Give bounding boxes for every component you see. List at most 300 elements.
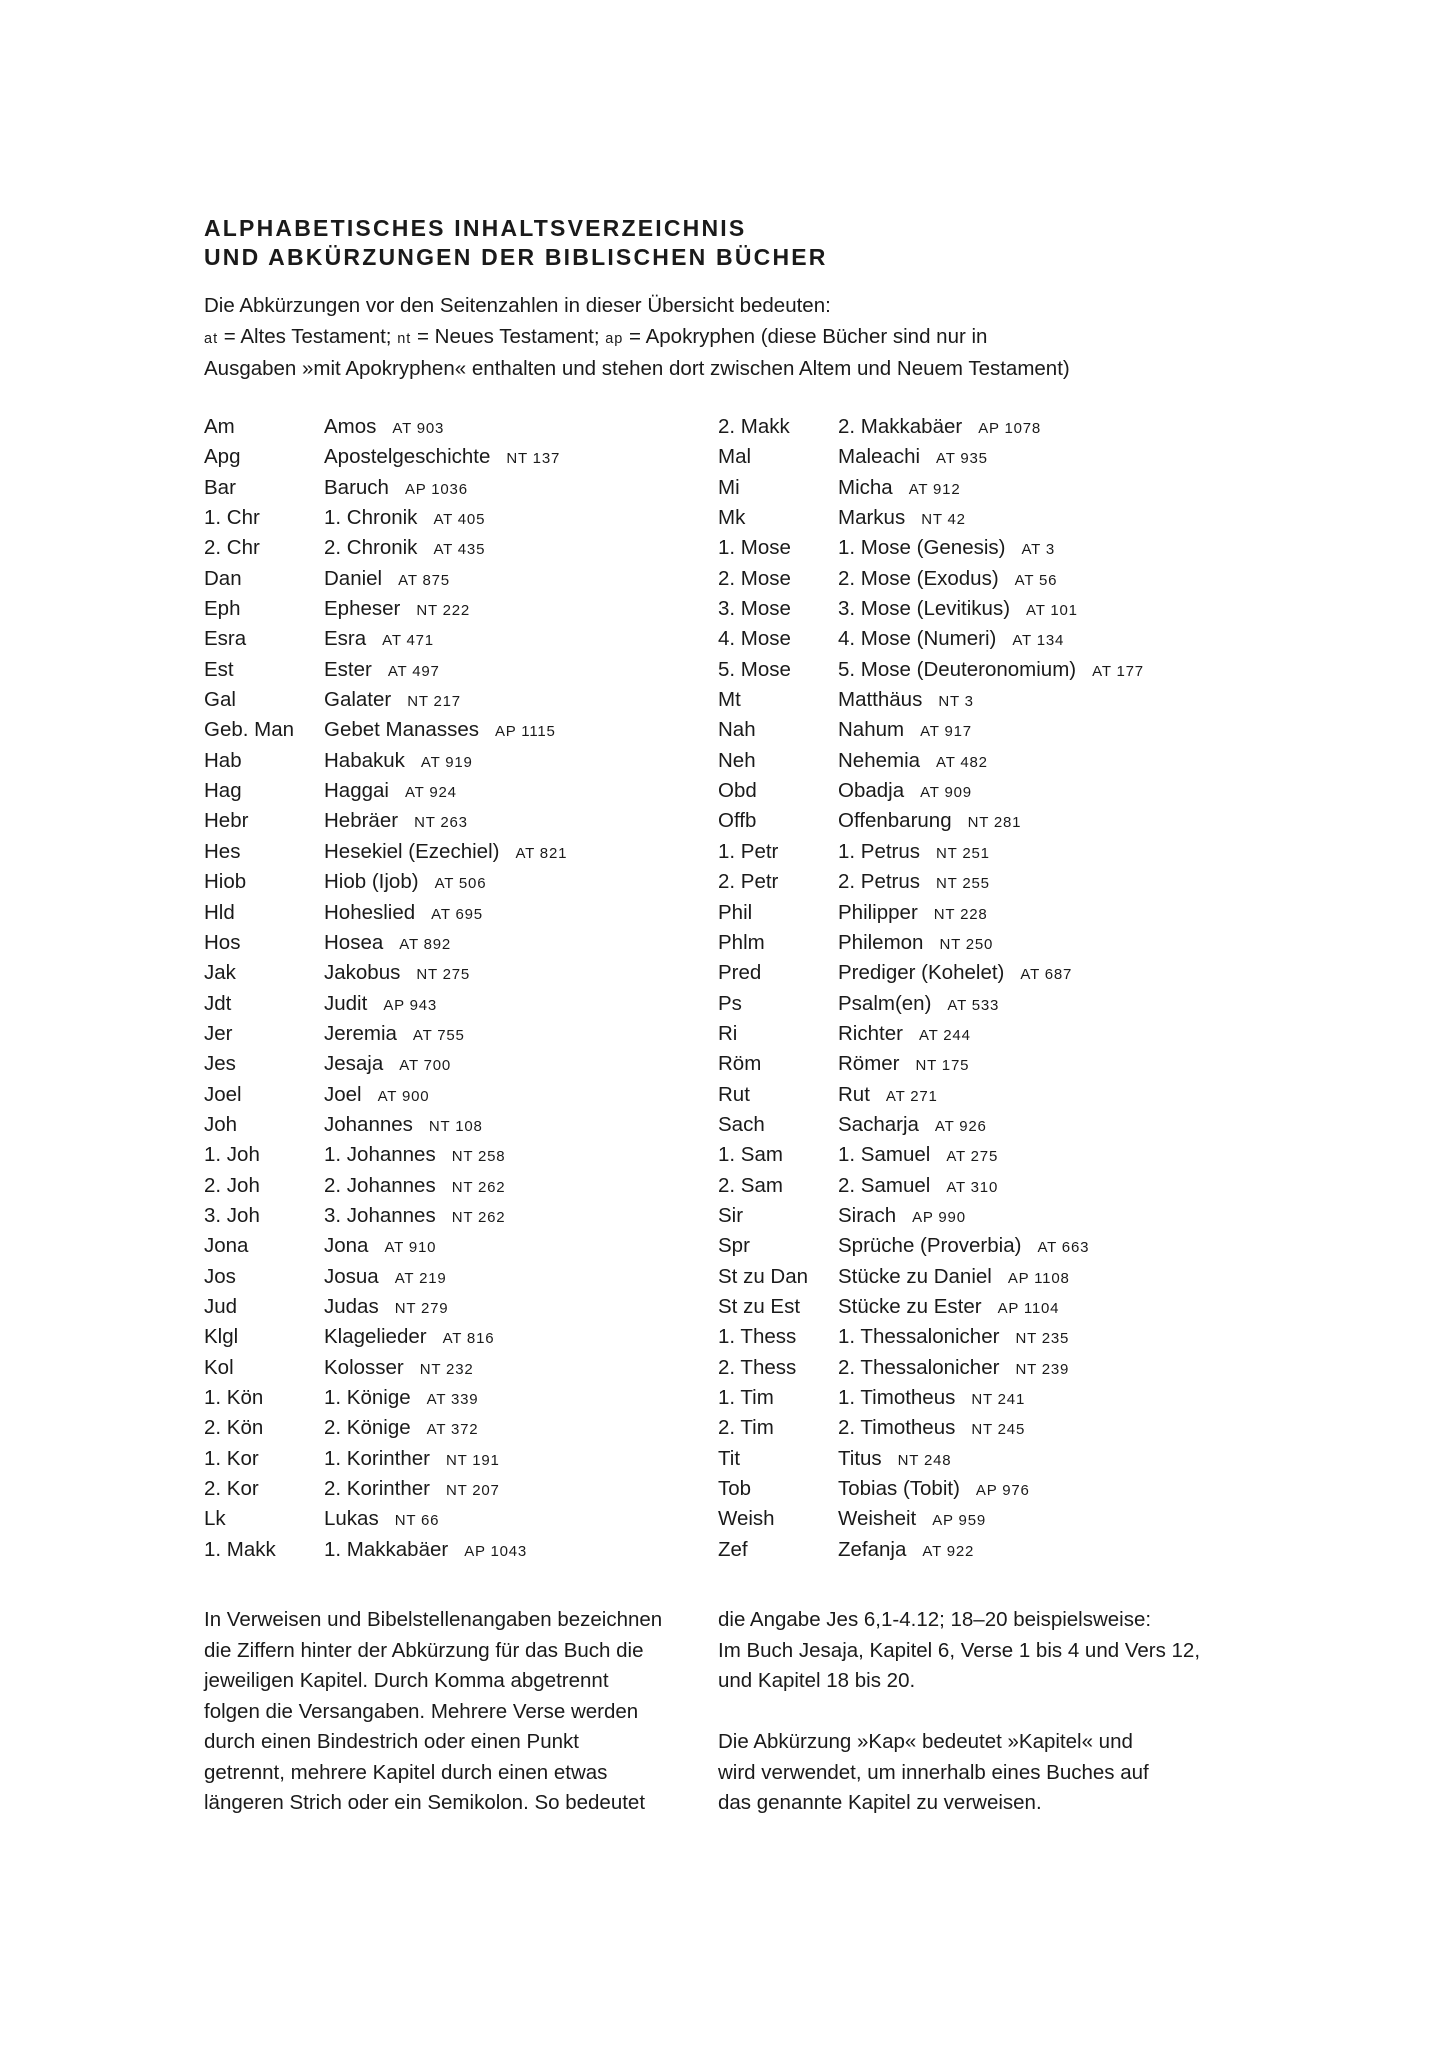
book-name: Epheser	[324, 597, 401, 621]
book-name: 2. Thessalonicher	[838, 1355, 1000, 1379]
book-name-cell	[838, 867, 990, 899]
book-name: Judit	[324, 991, 368, 1015]
book-name-cell	[324, 1019, 465, 1051]
book-abbreviation: Klgl	[204, 1325, 239, 1349]
page-reference: NT 232	[419, 1360, 474, 1378]
book-name: 2. Könige	[324, 1416, 411, 1440]
book-abbreviation: Offb	[718, 809, 757, 833]
book-name: Nehemia	[838, 748, 921, 772]
book-abbreviation: 2. Makk	[718, 415, 790, 438]
book-name-cell	[324, 624, 434, 656]
book-name-cell	[838, 989, 999, 1021]
book-name: Philemon	[838, 930, 924, 954]
page-reference: AT 821	[515, 844, 568, 862]
footnote-line: das genannte Kapitel zu verweisen.	[718, 1791, 1042, 1814]
book-name: Maleachi	[838, 445, 921, 469]
page-reference: AT 875	[398, 571, 450, 589]
book-abbreviation: 2. Kön	[204, 1416, 264, 1440]
book-name: Baruch	[324, 475, 389, 499]
book-name: Sirach	[838, 1203, 897, 1227]
footnote-line: jeweiligen Kapitel. Durch Komma abgetrennt	[204, 1669, 609, 1692]
book-name-cell	[324, 1140, 505, 1172]
intro-text	[204, 291, 1224, 385]
book-name-cell	[838, 412, 1041, 444]
page-reference: NT 108	[428, 1117, 483, 1135]
footnote-line: getrennt, mehrere Kapitel durch einen etwas	[204, 1760, 608, 1784]
book-name-cell	[838, 1140, 998, 1172]
page-reference: AT 177	[1092, 662, 1144, 680]
page-reference: NT 258	[451, 1148, 506, 1166]
book-name: 1. Chronik	[324, 506, 418, 530]
book-name-cell	[324, 1322, 494, 1354]
book-abbreviation: 1. Kor	[204, 1446, 259, 1470]
page-reference: AT 935	[936, 450, 988, 468]
book-abbreviation: Joel	[204, 1082, 242, 1106]
book-name-cell	[838, 1110, 987, 1142]
abbr-ap: ap	[605, 330, 624, 347]
page-reference: AT 56	[1014, 571, 1058, 589]
book-name-cell	[838, 1019, 971, 1051]
book-abbreviation: 2. Chr	[204, 536, 260, 560]
intro-line-2b: = Neues Testament;	[411, 324, 606, 348]
intro-line-1: Die Abkürzungen vor den Seitenzahlen in dieser Übersicht bedeuten:	[204, 294, 831, 317]
book-name-cell	[838, 1504, 986, 1536]
book-name-cell	[838, 837, 990, 869]
footnote-line: In Verweisen und Bibelstellenangaben bezeichnen	[204, 1608, 663, 1631]
book-abbreviation: Ri	[718, 1021, 738, 1045]
page-reference: AT 912	[908, 480, 961, 498]
book-name-cell	[838, 1292, 1059, 1324]
page-reference: NT 245	[971, 1421, 1026, 1439]
page-reference: AT 687	[1020, 966, 1073, 984]
book-name-cell	[324, 412, 444, 444]
book-abbreviation: Am	[204, 415, 235, 438]
book-abbreviation: Sach	[718, 1112, 765, 1136]
book-name-cell	[324, 806, 468, 838]
book-name-cell	[838, 533, 1055, 565]
book-abbreviation: St zu Dan	[718, 1264, 809, 1288]
book-abbreviation: 1. Kön	[204, 1386, 264, 1409]
book-name-cell	[838, 624, 1064, 656]
book-abbreviation: 1. Joh	[204, 1143, 260, 1167]
book-abbreviation: Phil	[718, 900, 753, 924]
book-name: Daniel	[324, 566, 383, 590]
book-abbreviation: 5. Mose	[718, 657, 791, 681]
book-name-cell	[838, 564, 1057, 596]
book-name: Weisheit	[838, 1507, 917, 1531]
page-reference: NT 251	[936, 844, 990, 862]
footnote-line: und Kapitel 18 bis 20.	[718, 1669, 916, 1692]
book-name: Habakuk	[324, 748, 405, 772]
book-abbreviation: Hag	[204, 779, 242, 803]
book-name: Matthäus	[838, 688, 923, 712]
page-reference: AT 244	[918, 1026, 971, 1044]
book-name-cell	[324, 958, 470, 990]
page-reference: AT 900	[377, 1087, 430, 1105]
page-reference: NT 235	[1015, 1330, 1070, 1348]
book-abbreviation: Sir	[718, 1203, 744, 1227]
book-name: Ester	[324, 657, 372, 681]
book-name: 1. Könige	[324, 1386, 411, 1409]
book-name: Sprüche (Proverbia)	[838, 1234, 1022, 1258]
book-name-cell	[324, 533, 485, 565]
book-name: Zefanja	[838, 1537, 907, 1561]
page-reference: NT 281	[967, 814, 1022, 832]
book-name: Philipper	[838, 900, 918, 924]
book-abbreviation: 2. Petr	[718, 870, 779, 894]
page-reference: AT 924	[404, 784, 457, 802]
book-name: 2. Makkabäer	[838, 415, 963, 438]
book-abbreviation: Jud	[204, 1294, 238, 1318]
book-name: 1. Petrus	[838, 839, 921, 863]
book-name-cell	[838, 928, 993, 960]
book-abbreviation: Kol	[204, 1355, 234, 1379]
book-name-cell	[324, 1049, 451, 1081]
book-name-cell	[324, 1383, 478, 1415]
book-abbreviation: Ps	[718, 991, 742, 1015]
page-reference: AP 959	[932, 1512, 986, 1530]
book-name: 2. Timotheus	[838, 1416, 956, 1440]
book-name: Hoheslied	[324, 900, 416, 924]
book-name: 2. Johannes	[324, 1173, 436, 1197]
book-name-cell	[324, 1413, 478, 1445]
intro-line-2c: = Apokryphen (diese Bücher sind nur in	[623, 324, 988, 348]
page-reference: NT 3	[938, 693, 974, 711]
book-name-cell	[838, 1413, 1025, 1445]
book-name-cell	[838, 1231, 1089, 1263]
book-abbreviation: Hos	[204, 930, 241, 954]
book-name: Lukas	[324, 1507, 379, 1531]
book-name-cell	[838, 806, 1021, 838]
book-name: 1. Thessalonicher	[838, 1325, 1000, 1349]
page-reference: NT 263	[414, 814, 468, 832]
book-abbreviation: Tit	[718, 1446, 741, 1470]
paragraph-gap	[718, 1697, 1200, 1728]
book-abbreviation: 2. Sam	[718, 1173, 783, 1197]
page-reference: AT 134	[1012, 632, 1065, 650]
book-name-cell	[324, 503, 485, 535]
book-name-cell	[324, 1201, 505, 1233]
book-name: 1. Timotheus	[838, 1386, 956, 1409]
book-name: Obadja	[838, 779, 905, 803]
book-name: 1. Mose (Genesis)	[838, 536, 1006, 560]
book-name: Nahum	[838, 718, 905, 742]
book-name-cell	[324, 867, 486, 899]
book-abbreviation: Pred	[718, 961, 762, 985]
intro-line-3: Ausgaben »mit Apokryphen« enthalten und stehen dort zwischen Altem und Neuem Testament)	[204, 357, 1070, 380]
book-abbreviation: Obd	[718, 779, 757, 803]
book-name-cell	[324, 1474, 500, 1506]
book-name-cell	[324, 594, 470, 626]
footnote-line: die Ziffern hinter der Abkürzung für das Buch die	[204, 1638, 644, 1662]
book-name-cell	[324, 685, 461, 717]
book-name: Galater	[324, 688, 392, 712]
book-name: Hosea	[324, 930, 384, 954]
book-abbreviation: Phlm	[718, 930, 765, 954]
book-name: Hiob (Ijob)	[324, 870, 419, 894]
page-reference: NT 207	[445, 1482, 500, 1500]
book-abbreviation: Bar	[204, 475, 236, 499]
book-name: Römer	[838, 1052, 900, 1076]
page-reference: AT 755	[412, 1026, 465, 1044]
book-name: Johannes	[324, 1112, 413, 1136]
book-name: Esra	[324, 627, 367, 651]
book-name: Offenbarung	[838, 809, 952, 833]
page-reference: AT 700	[399, 1057, 452, 1075]
book-name: 3. Johannes	[324, 1203, 436, 1227]
book-name-cell	[838, 594, 1078, 626]
book-name: Haggai	[324, 779, 389, 803]
book-abbreviation: 4. Mose	[718, 627, 791, 651]
page-reference: AP 1108	[1007, 1269, 1070, 1287]
book-name: 2. Petrus	[838, 870, 921, 894]
book-name: Amos	[324, 415, 377, 438]
page-reference: AT 101	[1026, 602, 1078, 620]
page-reference: AT 910	[384, 1239, 437, 1257]
book-name: Hebräer	[324, 809, 399, 833]
page-reference: NT 275	[416, 966, 471, 984]
book-name-cell	[324, 473, 468, 505]
page-reference: NT 262	[451, 1208, 506, 1226]
book-abbreviation: Mt	[718, 688, 741, 712]
book-name: Richter	[838, 1021, 903, 1045]
book-name-cell	[324, 1292, 448, 1324]
page-reference: NT 217	[407, 693, 461, 711]
book-name: Apostelgeschichte	[324, 445, 491, 469]
book-name-cell	[838, 473, 960, 505]
book-abbreviation: Geb. Man	[204, 718, 295, 742]
footnote-line: durch einen Bindestrich oder einen Punkt	[204, 1730, 579, 1753]
book-abbreviation: 1. Petr	[718, 839, 779, 863]
book-abbreviation: Joh	[204, 1112, 238, 1136]
book-name: Judas	[324, 1294, 379, 1318]
page-reference: NT 241	[971, 1391, 1026, 1408]
page-reference: NT 248	[897, 1451, 952, 1469]
page-reference: AT 310	[946, 1178, 999, 1196]
book-name-cell	[324, 655, 440, 687]
book-abbreviation: Hab	[204, 748, 242, 772]
page-reference: NT 42	[921, 511, 966, 529]
book-abbreviation: Jona	[204, 1234, 249, 1258]
book-abbreviation: Mk	[718, 506, 746, 530]
page-reference: NT 137	[506, 450, 561, 468]
book-name-cell	[838, 1353, 1069, 1385]
book-name: Rut	[838, 1082, 870, 1106]
book-name: Stücke zu Ester	[838, 1294, 982, 1318]
page-reference: AP 1036	[404, 480, 468, 498]
page-reference: NT 66	[394, 1512, 440, 1530]
book-abbreviation: Weish	[718, 1507, 775, 1531]
page-reference: AP 1078	[978, 420, 1042, 437]
footnote-line: Die Abkürzung »Kap« bedeutet »Kapitel« und	[718, 1730, 1133, 1753]
page-reference: AP 1104	[997, 1299, 1060, 1317]
book-abbreviation: 3. Joh	[204, 1203, 260, 1227]
book-name: Joel	[324, 1082, 362, 1106]
page-reference: AT 482	[936, 753, 988, 771]
book-abbreviation: Dan	[204, 566, 242, 590]
book-abbreviation: 2. Mose	[718, 566, 791, 590]
book-abbreviation: Nah	[718, 718, 756, 742]
book-name: 1. Johannes	[324, 1143, 436, 1167]
book-name-cell	[838, 776, 972, 808]
book-name-cell	[838, 1535, 974, 1567]
footnote-line: die Angabe Jes 6,1-4.12; 18–20 beispielsweise:	[718, 1608, 1152, 1631]
book-abbreviation: Gal	[204, 688, 236, 712]
book-name-cell	[838, 1444, 951, 1476]
book-abbreviation: 2. Kor	[204, 1477, 259, 1501]
book-name-cell	[838, 715, 972, 747]
footnote-line: Im Buch Jesaja, Kapitel 6, Verse 1 bis 4 und Vers 12,	[718, 1638, 1201, 1662]
page-reference: AT 435	[433, 541, 486, 559]
book-name: Josua	[324, 1264, 379, 1288]
page-reference: AT 271	[885, 1087, 938, 1105]
book-abbreviation: 1. Thess	[718, 1325, 797, 1349]
book-name-cell	[838, 746, 988, 778]
book-name: Klagelieder	[324, 1325, 427, 1349]
page-reference: AT 533	[947, 996, 1000, 1014]
book-name-cell	[838, 1322, 1069, 1354]
book-name-cell	[838, 503, 966, 535]
book-name: 1. Samuel	[838, 1143, 931, 1167]
book-name: 2. Mose (Exodus)	[838, 566, 999, 590]
book-name-cell	[324, 715, 556, 747]
intro-line-2a: = Altes Testament;	[218, 324, 398, 348]
book-abbreviation: Jak	[204, 961, 236, 985]
book-name-cell	[324, 442, 560, 474]
book-name-cell	[324, 776, 457, 808]
page-reference: AP 943	[383, 996, 438, 1014]
book-name-cell	[838, 1049, 969, 1081]
page-reference: AP 1043	[464, 1542, 528, 1560]
book-abbreviation: Röm	[718, 1052, 762, 1076]
footnote-right	[718, 1605, 1200, 1819]
footnote-line: längeren Strich oder ein Semikolon. So bedeutet	[204, 1791, 646, 1814]
book-name-cell	[838, 685, 974, 717]
book-abbreviation: Hebr	[204, 809, 249, 833]
book-name-cell	[324, 1535, 527, 1567]
book-name-cell	[838, 1080, 938, 1112]
book-abbreviation: 2. Joh	[204, 1173, 260, 1197]
book-name-cell	[324, 1504, 439, 1536]
book-abbreviation: St zu Est	[718, 1294, 801, 1318]
book-abbreviation: Jer	[204, 1021, 233, 1045]
page-reference: AT 909	[920, 784, 972, 802]
book-abbreviation: 1. Mose	[718, 536, 791, 560]
page-reference: NT 222	[416, 602, 471, 620]
page-reference: NT 250	[939, 935, 994, 953]
page-reference: AT 372	[426, 1421, 479, 1439]
book-abbreviation: 1. Makk	[204, 1537, 276, 1561]
book-name: 4. Mose (Numeri)	[838, 627, 997, 651]
book-name: 5. Mose (Deuteronomium)	[838, 657, 1077, 681]
book-name: Sacharja	[838, 1112, 919, 1136]
book-name: Micha	[838, 475, 893, 499]
intro-line-2	[204, 322, 1224, 355]
book-abbreviation: 2. Thess	[718, 1355, 797, 1379]
book-name-cell	[838, 1474, 1030, 1506]
book-name: Jeremia	[324, 1021, 397, 1045]
book-name: Titus	[838, 1446, 882, 1470]
book-name: Jona	[324, 1234, 369, 1258]
page-reference: AT 506	[434, 875, 487, 893]
book-abbreviation: Jes	[204, 1052, 236, 1076]
book-abbreviation: 1. Chr	[204, 506, 260, 530]
page-reference: AT 695	[431, 905, 483, 923]
book-name-cell	[324, 1444, 500, 1476]
page-reference: NT 255	[936, 875, 990, 893]
book-name: Hesekiel (Ezechiel)	[324, 839, 500, 863]
page-reference: AT 339	[426, 1391, 479, 1408]
page-reference: AT 922	[922, 1542, 975, 1560]
page-reference: AT 275	[946, 1148, 999, 1166]
page-reference: NT 191	[445, 1451, 500, 1469]
book-name: Gebet Manasses	[324, 718, 479, 742]
book-abbreviation: Esra	[204, 627, 247, 651]
page-reference: AP 990	[912, 1208, 966, 1226]
book-name-cell	[838, 442, 988, 474]
book-name: Markus	[838, 506, 906, 530]
footnote-line: folgen die Versangaben. Mehrere Verse werden	[204, 1699, 639, 1723]
book-abbreviation: Jos	[204, 1264, 236, 1288]
book-name-cell	[324, 1171, 505, 1203]
book-name-cell	[838, 1383, 1025, 1415]
book-abbreviation: Est	[204, 657, 234, 681]
page-reference: NT 279	[394, 1299, 449, 1317]
book-name-cell	[324, 1262, 447, 1294]
title-line-2: UND ABKÜRZUNGEN DER BIBLISCHEN BÜCHER	[204, 244, 828, 270]
page-reference: NT 175	[915, 1057, 970, 1075]
book-name-cell	[324, 1231, 436, 1263]
book-name: 1. Makkabäer	[324, 1537, 449, 1561]
book-name-cell	[324, 928, 451, 960]
book-name: Psalm(en)	[838, 991, 932, 1015]
page-reference: AT 405	[433, 511, 486, 529]
book-abbreviation: Zef	[718, 1537, 748, 1561]
book-name: 2. Chronik	[324, 536, 418, 560]
book-name-cell	[838, 1201, 966, 1233]
book-abbreviation: 3. Mose	[718, 597, 791, 621]
page-reference: AT 919	[420, 753, 473, 771]
title-line-1: ALPHABETISCHES INHALTSVERZEICHNIS	[204, 215, 747, 241]
book-name-cell	[838, 1262, 1070, 1294]
book-name-cell	[838, 1171, 998, 1203]
footnote-left	[204, 1605, 662, 1819]
book-abbreviation: Hld	[204, 900, 235, 924]
page-reference: AT 497	[387, 662, 440, 680]
book-name: 3. Mose (Levitikus)	[838, 597, 1011, 621]
page-title	[204, 214, 828, 272]
book-name: Kolosser	[324, 1355, 404, 1379]
book-name: Tobias (Tobit)	[838, 1477, 960, 1501]
book-name-cell	[324, 564, 450, 596]
book-name-cell	[324, 989, 437, 1021]
book-abbreviation: Hes	[204, 839, 241, 863]
book-name: Jakobus	[324, 961, 401, 985]
book-name-cell	[838, 655, 1144, 687]
page-reference: NT 239	[1015, 1360, 1070, 1378]
book-name-cell	[324, 1110, 483, 1142]
page-reference: AT 926	[934, 1117, 987, 1135]
book-abbreviation: Eph	[204, 597, 241, 621]
book-abbreviation: Mi	[718, 475, 740, 499]
page-reference: AP 1115	[494, 723, 556, 741]
footnote-line: wird verwendet, um innerhalb eines Buches auf	[718, 1760, 1149, 1784]
book-name: 2. Samuel	[838, 1173, 931, 1197]
book-abbreviation: 1. Sam	[718, 1143, 783, 1167]
page-reference: AT 917	[920, 723, 972, 741]
book-abbreviation: Neh	[718, 748, 756, 772]
page-reference: AT 903	[392, 420, 445, 437]
